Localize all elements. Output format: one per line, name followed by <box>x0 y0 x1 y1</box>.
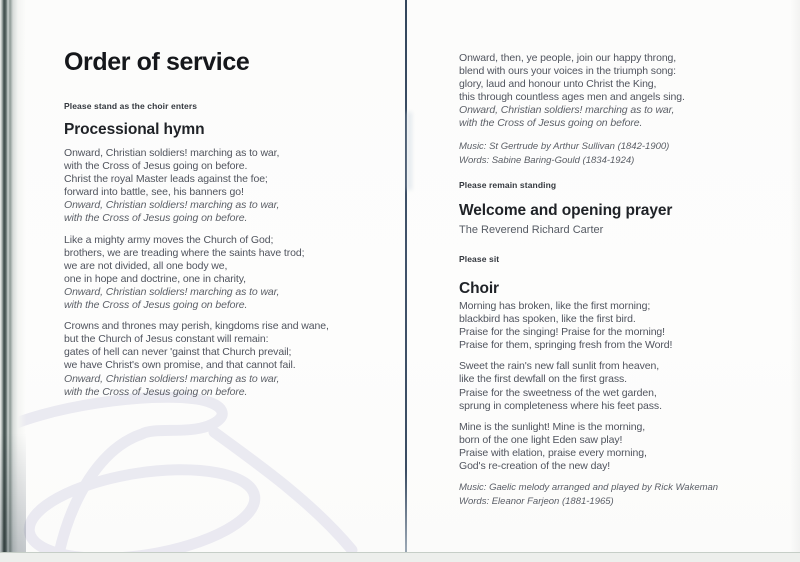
hymn-line: Onward, then, ye people, join our happy throng, <box>459 52 677 64</box>
hymn-line: Mine is the sunlight! Mine is the morning, <box>459 420 646 433</box>
booklet-left-page-edges <box>0 0 26 553</box>
processional-hymn-stanzas <box>64 147 329 407</box>
hymn-line: Praise for the singing! Praise for the morning! <box>459 326 665 339</box>
hymn-line: Onward, Christian soldiers! marching as to war, <box>64 372 280 385</box>
hymn-line: forward into battle, see, his banners go! <box>64 186 244 199</box>
left-page <box>64 0 404 553</box>
hymn-line: Onward, Christian soldiers! marching as to war, <box>64 285 280 298</box>
hymn-line: blend with ours your voices in the triumph song: <box>459 65 676 78</box>
hymn-stanza <box>459 300 672 352</box>
sit-directive: Please sit <box>459 254 500 264</box>
hymn-line: like the first dewfall on the first grass. <box>459 373 627 386</box>
right-edge-shadow <box>790 0 800 553</box>
hymn-line: born of the one light Eden saw play! <box>459 433 623 446</box>
hymn-line: gates of hell can never 'gainst that Church prevail; <box>64 346 292 359</box>
hymn-stanza <box>64 320 329 399</box>
music-credit: Music: St Gertrude by Arthur Sullivan (1842-1900) <box>459 141 670 152</box>
remain-standing-directive: Please remain standing <box>459 180 557 190</box>
hymn-stanza <box>459 52 685 131</box>
hymn-line: glory, laud and honour unto Christ the King, <box>459 78 657 91</box>
hymn-line: Morning has broken, like the first morning; <box>459 300 651 312</box>
hymn-line: Onward, Christian soldiers! marching as to war, <box>64 199 280 212</box>
choir-hymn-credits <box>459 481 718 508</box>
hymn-line: Christ the royal Master leads against the foe; <box>64 173 268 186</box>
hymn-line: this through countless ages men and angels sing. <box>459 91 685 104</box>
welcome-speaker: The Reverend Richard Carter <box>459 224 604 236</box>
hymn-line: with the Cross of Jesus going on before. <box>64 299 248 312</box>
processional-hymn-credits <box>459 140 669 167</box>
welcome-heading: Welcome and opening prayer <box>459 202 673 219</box>
hymn-line: we have Christ's own promise, and that cannot fail. <box>64 359 296 372</box>
hymn-line: Like a mighty army moves the Church of God; <box>64 233 274 246</box>
hymn-line: with the Cross of Jesus going on before. <box>64 160 248 173</box>
choir-hymn-stanzas <box>459 300 672 481</box>
words-credit: Words: Eleanor Farjeon (1881-1965) <box>459 495 614 507</box>
choir-heading: Choir <box>459 280 499 297</box>
hymn-stanza <box>459 360 672 412</box>
right-page <box>459 0 794 553</box>
hymn-line: Crowns and thrones may perish, kingdoms rise and wane, <box>64 320 329 333</box>
hymn-line: brothers, we are treading where the saints have trod; <box>64 246 305 259</box>
processional-hymn-heading: Processional hymn <box>64 121 205 138</box>
hymn-line: with the Cross of Jesus going on before. <box>64 385 248 398</box>
hymn-line: but the Church of Jesus constant will remain: <box>64 333 269 346</box>
hymn-line: with the Cross of Jesus going on before. <box>459 117 643 130</box>
hymn-line: God's re-creation of the new day! <box>459 460 611 473</box>
center-fold-highlight <box>407 112 412 190</box>
hymn-line: with the Cross of Jesus going on before. <box>64 212 248 225</box>
hymn-line: Onward, Christian soldiers! marching as to war, <box>459 104 675 117</box>
hymn-line: one in hope and doctrine, one in charity, <box>64 272 246 285</box>
music-credit: Music: Gaelic melody arranged and played by Rick Wakeman <box>459 482 719 493</box>
hymn-line: blackbird has spoken, like the first bird. <box>459 313 636 326</box>
hymn-line: Sweet the rain's new fall sunlit from heaven, <box>459 360 660 373</box>
hymn-line: Onward, Christian soldiers! marching as to war, <box>64 147 280 159</box>
page-title: Order of service <box>64 48 250 76</box>
stand-directive: Please stand as the choir enters <box>64 101 198 111</box>
hymn-line: Praise for the sweetness of the wet garden, <box>459 386 657 399</box>
processional-hymn-final-stanza <box>459 52 685 139</box>
words-credit: Words: Sabine Baring-Gould (1834-1924) <box>459 154 635 166</box>
hymn-line: Praise for them, springing fresh from the Word! <box>459 339 673 352</box>
hymn-line: we are not divided, all one body we, <box>64 259 228 272</box>
center-fold-line <box>405 0 407 553</box>
hymn-stanza <box>64 147 329 226</box>
hymn-stanza <box>64 234 329 313</box>
hymn-line: sprung in completeness where his feet pass. <box>459 399 662 412</box>
hymn-stanza <box>459 421 672 473</box>
hymn-line: Praise with elation, praise every morning, <box>459 446 647 459</box>
